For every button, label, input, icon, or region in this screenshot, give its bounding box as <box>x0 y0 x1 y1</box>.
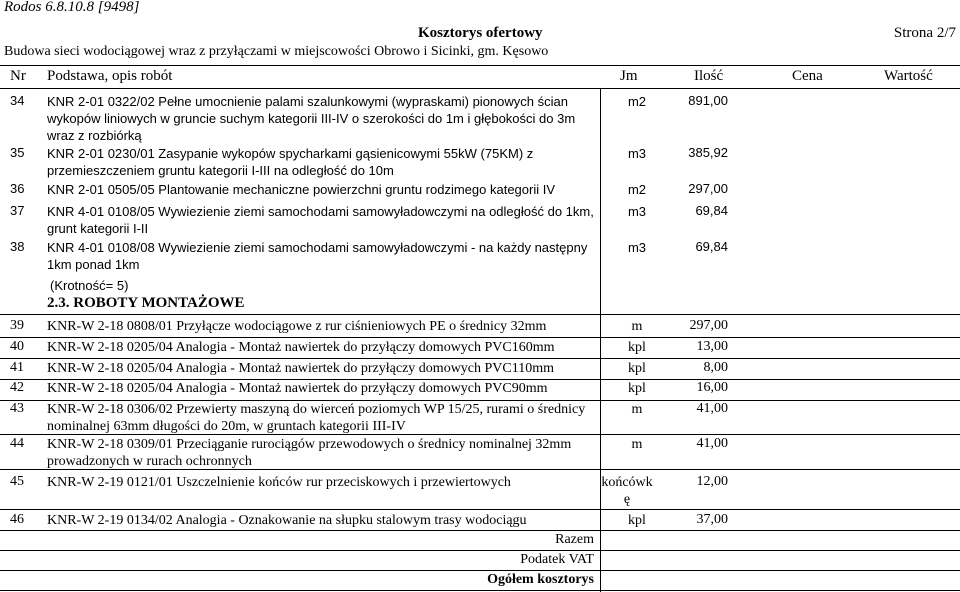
summary-rule <box>0 550 960 551</box>
section-rule <box>0 314 960 315</box>
row-unit: m <box>631 402 643 417</box>
row-unit: kpl <box>628 361 646 376</box>
row-unit: końcówk ę <box>601 475 653 507</box>
row-description: KNR 4-01 0108/08 Wywiezienie ziemi samochodami samowyładowczymi - na każdy następny 1km ponad 1km <box>47 240 588 272</box>
section-heading: 2.3. ROBOTY MONTAŻOWE <box>47 295 245 311</box>
row-description: KNR 2-01 0505/05 Plantowanie mechaniczne powierzchni gruntu rodzimego kategorii IV <box>47 182 556 197</box>
project-subtitle: Budowa sieci wodociągowej wraz z przyłączami w miejscowości Obrowo i Sicinki, gm. Kęsowo <box>4 44 549 59</box>
row-divider <box>0 469 960 470</box>
row-quantity: 41,00 <box>696 436 728 451</box>
row-description: KNR 2-01 0230/01 Zasypanie wykopów spycharkami gąsienicowymi 55kW (75KM) z przemieszczeniem gruntu kategorii I-III na odległość do 10m <box>47 146 534 178</box>
row-unit: kpl <box>628 381 646 396</box>
row-description: KNR-W 2-18 0205/04 Analogia - Montaż nawiertek do przyłączy domowych PVC110mm <box>47 361 555 376</box>
row-description: KNR 2-01 0322/02 Pełne umocnienie palami szalunkowymi (wypraskami) pionowych ścian wykopów liniowych w gruncie suchym kategorii III-IV o szerokości do 1m i głębokości do 3m wraz z rozbiórką <box>47 94 576 143</box>
row-number: 39 <box>10 318 24 333</box>
row-number: 37 <box>10 203 25 218</box>
row-quantity: 41,00 <box>696 401 728 416</box>
row-divider <box>0 530 960 531</box>
row-quantity: 891,00 <box>688 93 728 108</box>
col-description: Podstawa, opis robót <box>47 68 173 84</box>
row-description: KNR 4-01 0108/05 Wywiezienie ziemi samochodami samowyładowczymi na odległość do 1km, grunt kategorii I-II <box>47 204 594 236</box>
row-number: 38 <box>10 239 25 254</box>
row-description: KNR-W 2-18 0808/01 Przyłącze wodociągowe z rur ciśnieniowych PE o średnicy 32mm <box>47 319 547 334</box>
row-quantity: 69,84 <box>695 239 728 254</box>
col-quantity: Ilość <box>694 68 724 84</box>
row-number: 41 <box>10 360 24 375</box>
row-unit: m2 <box>627 94 647 109</box>
row-quantity: 297,00 <box>689 318 728 333</box>
row-multiplier-note: (Krotność= 5) <box>50 278 129 293</box>
row-divider <box>0 434 960 435</box>
row-description: KNR-W 2-19 0121/01 Uszczelnienie końców rur przeciskowych i przewiertowych <box>47 475 511 490</box>
row-quantity: 8,00 <box>703 360 728 375</box>
header-bottom-rule <box>0 88 960 89</box>
program-version: Rodos 6.8.10.8 [9498] <box>4 0 140 15</box>
vat-label: Podatek VAT <box>520 552 594 567</box>
row-unit: kpl <box>628 340 646 355</box>
row-unit: m3 <box>627 204 647 219</box>
row-quantity: 297,00 <box>688 181 728 196</box>
col-price: Cena <box>792 68 823 84</box>
row-quantity: 16,00 <box>696 380 728 395</box>
row-number: 45 <box>10 474 24 489</box>
row-quantity: 12,00 <box>696 474 728 489</box>
row-description: KNR-W 2-18 0309/01 Przeciąganie rurociągów przewodowych o średnicy nominalnej 32mm prowadzonych w rurach ochronnych <box>47 437 572 469</box>
col-nr: Nr <box>10 68 26 84</box>
row-divider <box>0 337 960 338</box>
row-description: KNR-W 2-18 0306/02 Przewierty maszyną do wierceń poziomych WP 15/25, rurami o średnicy nominalnej 63mm długości do 20m, w gruntach kategorii III-IV <box>47 402 586 434</box>
row-number: 34 <box>10 93 25 108</box>
row-unit: m <box>631 319 643 334</box>
row-number: 40 <box>10 339 24 354</box>
summary-rule <box>0 590 960 591</box>
row-quantity: 37,00 <box>696 512 728 527</box>
row-number: 44 <box>10 436 24 451</box>
row-description: KNR-W 2-18 0205/04 Analogia - Montaż nawiertek do przyłączy domowych PVC90mm <box>47 381 548 396</box>
row-quantity: 385,92 <box>688 145 728 160</box>
row-description: KNR-W 2-18 0205/04 Analogia - Montaż nawiertek do przyłączy domowych PVC160mm <box>47 340 555 355</box>
row-number: 35 <box>10 145 25 160</box>
col-unit: Jm <box>620 68 638 84</box>
row-quantity: 69,84 <box>695 203 728 218</box>
grand-total-label: Ogółem kosztorys <box>487 572 594 587</box>
column-divider <box>600 89 601 592</box>
row-unit: m3 <box>627 240 647 255</box>
summary-rule <box>0 570 960 571</box>
document-title: Kosztorys ofertowy <box>418 25 543 41</box>
col-value: Wartość <box>884 68 933 84</box>
row-number: 46 <box>10 512 24 527</box>
row-number: 42 <box>10 380 24 395</box>
row-unit: m <box>631 437 643 452</box>
page-number: Strona 2/7 <box>893 25 956 41</box>
row-divider <box>0 509 960 510</box>
total-label: Razem <box>555 532 594 547</box>
row-number: 43 <box>10 401 24 416</box>
table-header <box>0 66 960 88</box>
row-number: 36 <box>10 181 25 196</box>
row-unit: m3 <box>627 146 647 161</box>
row-description: KNR-W 2-19 0134/02 Analogia - Oznakowanie na słupku stalowym trasy wodociągu <box>47 513 527 528</box>
row-unit: kpl <box>628 513 646 528</box>
row-unit: m2 <box>627 182 647 197</box>
row-quantity: 13,00 <box>696 339 728 354</box>
row-divider <box>0 358 960 359</box>
